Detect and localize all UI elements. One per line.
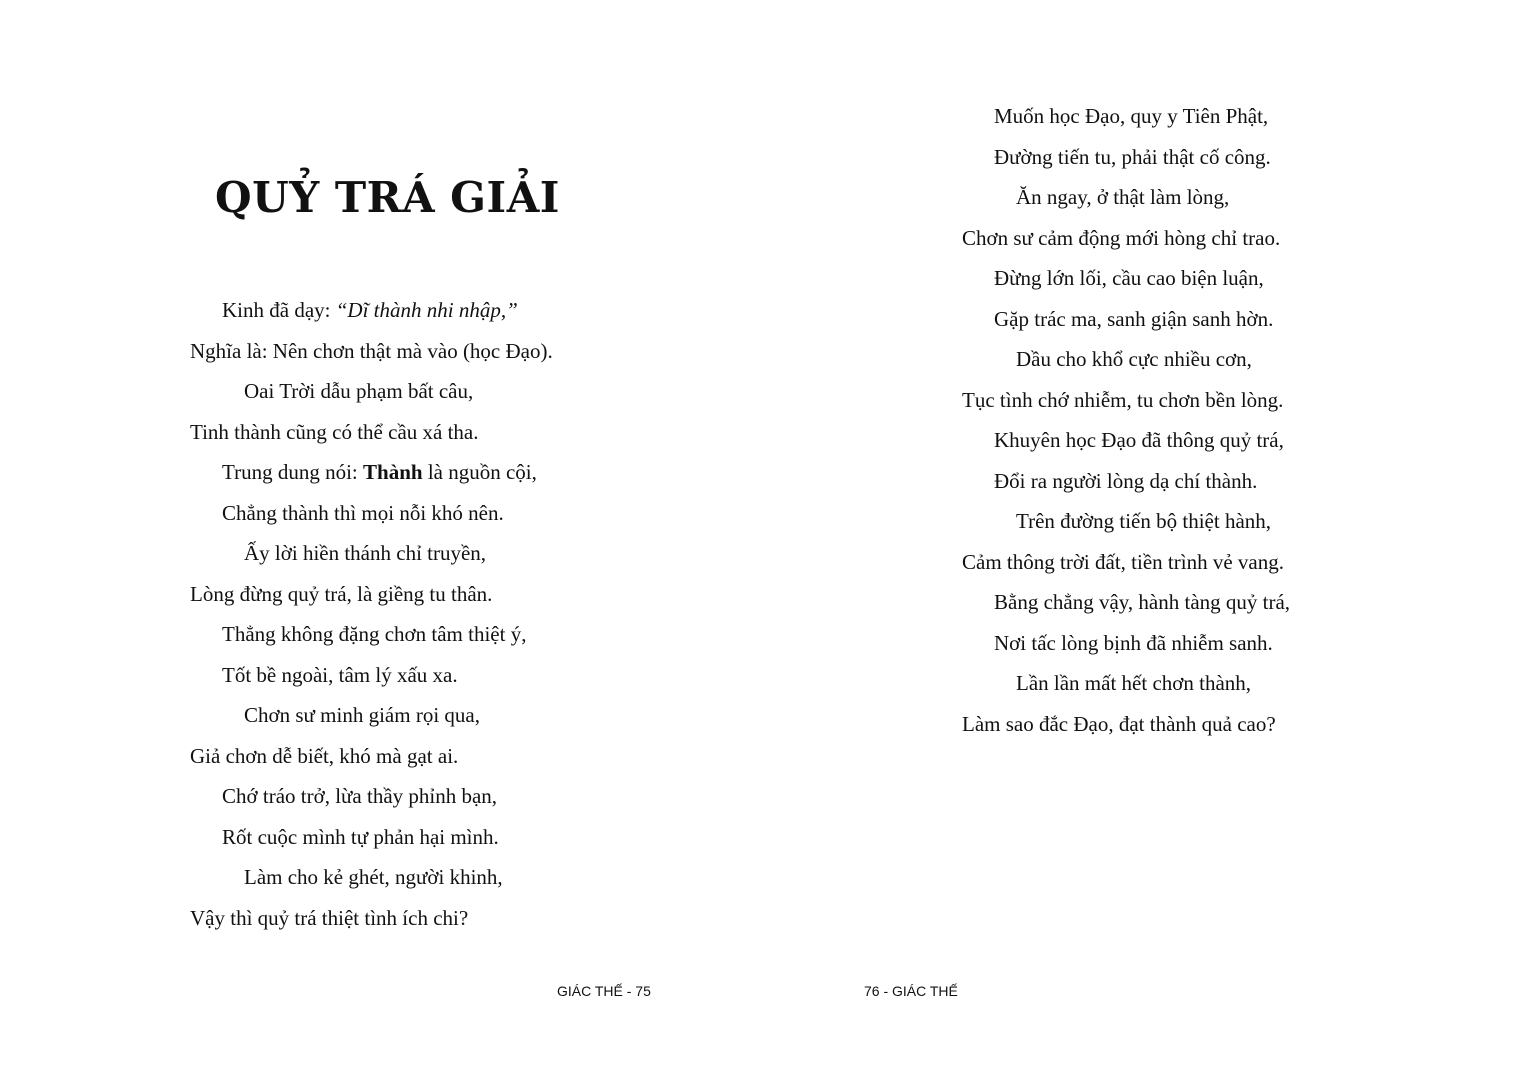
- verse-line: Khuyên học Đạo đã thông quỷ trá,: [994, 428, 1284, 452]
- verse-line: Tốt bề ngoài, tâm lý xấu xa.: [222, 662, 458, 687]
- poem-left: [190, 290, 553, 938]
- verse-line: Giả chơn dễ biết, khó mà gạt ai.: [190, 743, 459, 768]
- verse-line: Thẳng không đặng chơn tâm thiệt ý,: [222, 622, 527, 646]
- verse-line-suffix: là nguồn cội,: [422, 460, 537, 484]
- verse-line: Đừng lớn lối, cầu cao biện luận,: [994, 266, 1264, 290]
- verse-line: Chơn sư cảm động mới hòng chỉ trao.: [962, 225, 1281, 250]
- verse-line: [190, 290, 553, 331]
- page-title: QUỶ TRÁ GIẢI: [215, 173, 560, 222]
- verse-line: Ấy lời hiền thánh chỉ truyền,: [244, 541, 487, 565]
- page-number-left: GIÁC THẾ - 75: [557, 983, 651, 999]
- page-number-right: 76 - GIÁC THẾ: [864, 983, 958, 999]
- verse-line: Làm cho kẻ ghét, người khinh,: [244, 865, 503, 889]
- verse-line: Chơn sư minh giám rọi qua,: [244, 703, 480, 727]
- verse-line: Đổi ra người lòng dạ chí thành.: [994, 468, 1258, 493]
- verse-emphasis: Thành: [363, 460, 423, 484]
- verse-line: Tinh thành cũng có thể cầu xá tha.: [190, 419, 479, 444]
- verse-line-prefix: Kinh đã dạy:: [222, 298, 336, 322]
- verse-line: Trên đường tiến bộ thiệt hành,: [1016, 509, 1272, 533]
- verse-line: Làm sao đắc Đạo, đạt thành quả cao?: [962, 711, 1276, 736]
- verse-line: Tục tình chớ nhiễm, tu chơn bền lòng.: [962, 387, 1284, 412]
- verse-line: Rốt cuộc mình tự phản hại mình.: [222, 824, 499, 849]
- verse-line: Bằng chẳng vậy, hành tàng quỷ trá,: [994, 590, 1291, 614]
- verse-line: Dầu cho khổ cực nhiều cơn,: [1016, 347, 1252, 371]
- verse-line: Cảm thông trời đất, tiền trình vẻ vang.: [962, 549, 1284, 574]
- verse-line: Oai Trời dẫu phạm bất câu,: [244, 379, 474, 403]
- verse-line: Lòng đừng quỷ trá, là giềng tu thân.: [190, 581, 493, 606]
- verse-line: Đường tiến tu, phải thật cố công.: [994, 144, 1271, 169]
- verse-quote: “Dĩ thành nhi nhập,”: [335, 298, 518, 322]
- verse-line: Ăn ngay, ở thật làm lòng,: [1016, 185, 1230, 209]
- verse-line: Lần lần mất hết chơn thành,: [1016, 671, 1252, 695]
- right-page: [760, 0, 1520, 1076]
- verse-line-prefix: Trung dung nói:: [222, 460, 364, 484]
- verse-line: [190, 452, 553, 493]
- verse-line: Nơi tấc lòng bịnh đã nhiễm sanh.: [994, 630, 1273, 655]
- verse-line: Muốn học Đạo, quy y Tiên Phật,: [994, 104, 1269, 128]
- verse-line: Vậy thì quỷ trá thiệt tình ích chi?: [190, 905, 469, 930]
- verse-line: Nghĩa là: Nên chơn thật mà vào (học Đạo).: [190, 338, 553, 363]
- poem-right: [962, 96, 1290, 744]
- verse-line: Chớ tráo trở, lừa thầy phỉnh bạn,: [222, 784, 498, 808]
- verse-line: Gặp trác ma, sanh giận sanh hờn.: [994, 306, 1274, 331]
- verse-line: Chẳng thành thì mọi nỗi khó nên.: [222, 500, 504, 525]
